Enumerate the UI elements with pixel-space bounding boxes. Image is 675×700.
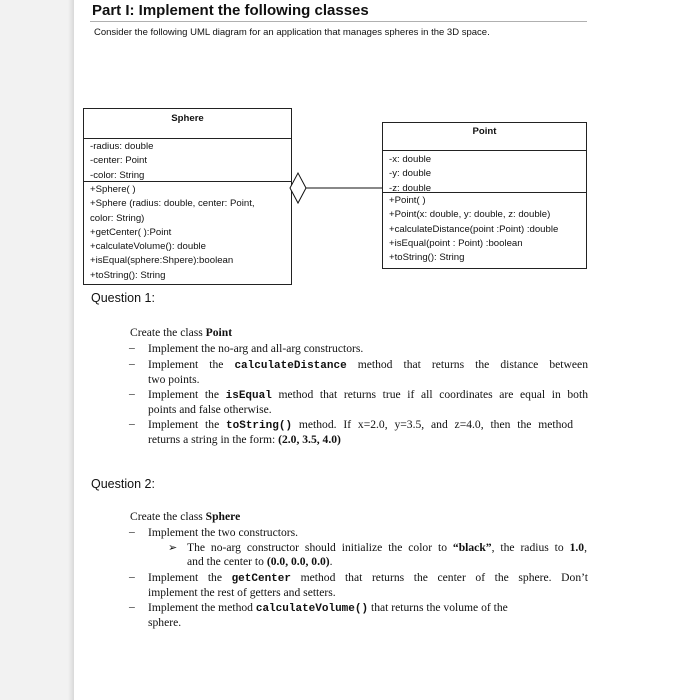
arrow-bullet-icon: ➢ (168, 542, 178, 554)
uml-method: +isEqual(sphere:Shpere):boolean (90, 255, 234, 267)
uml-method: +Point(x: double, y: double, z: double) (389, 209, 551, 221)
question-1-label: Question 1: (91, 291, 155, 305)
aggregation-diamond-icon (290, 173, 306, 203)
uml-attribute: -x: double (389, 154, 432, 165)
q2-sub-end: , (584, 541, 587, 554)
q1-b2-code: calculateDistance (234, 360, 347, 372)
q1-bullet-2 (148, 358, 588, 387)
q1-intro (130, 326, 232, 340)
q1-intro-text: Create the class (130, 326, 206, 339)
uml-method: color: String) (90, 212, 145, 224)
q2-intro (130, 510, 240, 524)
q1-b4-example: (2.0, 3.5, 4.0) (278, 433, 341, 447)
uml-attribute: -center: Point (90, 155, 148, 167)
q2-intro-text: Create the class (130, 510, 206, 523)
q2-b3-code: calculateVolume() (255, 603, 369, 615)
page-subtitle: Consider the following UML diagram for an application that manages spheres in the 3D space. (94, 27, 490, 38)
q2-b2-code: getCenter (231, 573, 291, 585)
bullet-dash: – (129, 600, 135, 613)
q1-b3-post: method that returns true if all coordinates are equal in both (271, 388, 588, 401)
q2-b3-post: that returns the volume of the (368, 601, 508, 614)
uml-attribute: -color: String (90, 169, 145, 181)
bullet-dash: – (129, 570, 135, 583)
bullet-dash: – (129, 341, 135, 354)
bullet-dash: – (129, 417, 135, 430)
q1-b4-pre: Implement the (148, 418, 227, 431)
bullet-dash: – (129, 525, 135, 538)
q1-bullet-4 (148, 418, 573, 447)
page-title: Part I: Implement the following classes (92, 2, 369, 19)
q2-bullet-3 (148, 601, 558, 630)
uml-method: +Sphere (radius: double, center: Point, (90, 198, 255, 210)
q2-sub-color: “black” (452, 541, 492, 554)
uml-method: +Point( ) (389, 195, 426, 206)
q2-sub-pre: The no-arg constructor should initialize the color to (187, 541, 453, 554)
q2-intro-class: Sphere (205, 510, 241, 523)
uml-method: +toString(): String (389, 252, 465, 264)
q1-b2-pre: Implement the (148, 358, 235, 371)
q2-b2-post: method that returns the center of the sphere. Don’t (291, 571, 588, 584)
q1-b2-line2: two points. (148, 373, 200, 387)
q1-b2-post: method that returns the distance between (346, 358, 588, 371)
q1-b3-code: isEqual (225, 390, 272, 402)
uml-method: +calculateVolume(): double (90, 241, 206, 253)
q2-sub-line2-end: . (329, 555, 333, 569)
uml-method: +calculateDistance(point :Point) :double (389, 223, 559, 235)
q1-intro-class: Point (205, 326, 233, 339)
q2-b2-line2: implement the rest of getters and setters. (148, 586, 336, 600)
bullet-dash: – (129, 357, 135, 370)
uml-class-name: Sphere (84, 109, 291, 139)
q2-b3-pre: Implement the method (148, 601, 256, 614)
uml-attribute: -radius: double (90, 141, 154, 152)
question-2-label: Question 2: (91, 477, 155, 491)
q1-b4-code: toString() (226, 420, 293, 432)
q2-sub-mid: , the radius to (491, 541, 570, 554)
q2-b3-line2: sphere. (148, 616, 182, 630)
uml-method: +Sphere( ) (90, 184, 136, 195)
q1-b4-line2-pre: returns a string in the form: (148, 433, 279, 447)
q2-sub-line2-pre: and the center to (187, 555, 267, 569)
q2-sub-radius: 1.0 (569, 541, 585, 554)
uml-method: +toString(): String (90, 269, 166, 281)
uml-attribute: -z: double (389, 182, 432, 194)
q2-bullet-1: Implement the two constructors. (148, 526, 299, 539)
q2-bullet-2 (148, 571, 588, 600)
q1-bullet-3 (148, 388, 588, 417)
q1-b4-post: method. If x=2.0, y=3.5, and z=4.0, then the method (292, 418, 573, 431)
q1-b3-line2: points and false otherwise. (148, 403, 272, 417)
uml-class-name: Point (383, 123, 586, 151)
q2-sub-bullet (187, 541, 587, 569)
bullet-dash: – (129, 387, 135, 400)
q2-b2-pre: Implement the (148, 571, 232, 584)
q2-sub-center: (0.0, 0.0, 0.0) (266, 555, 330, 569)
uml-attribute: -y: double (389, 168, 432, 180)
q1-bullet-1: Implement the no-arg and all-arg constructors. (148, 342, 364, 355)
uml-method: +getCenter( ):Point (90, 226, 172, 238)
q1-b3-pre: Implement the (148, 388, 226, 401)
uml-method: +isEqual(point : Point) :boolean (389, 237, 523, 249)
